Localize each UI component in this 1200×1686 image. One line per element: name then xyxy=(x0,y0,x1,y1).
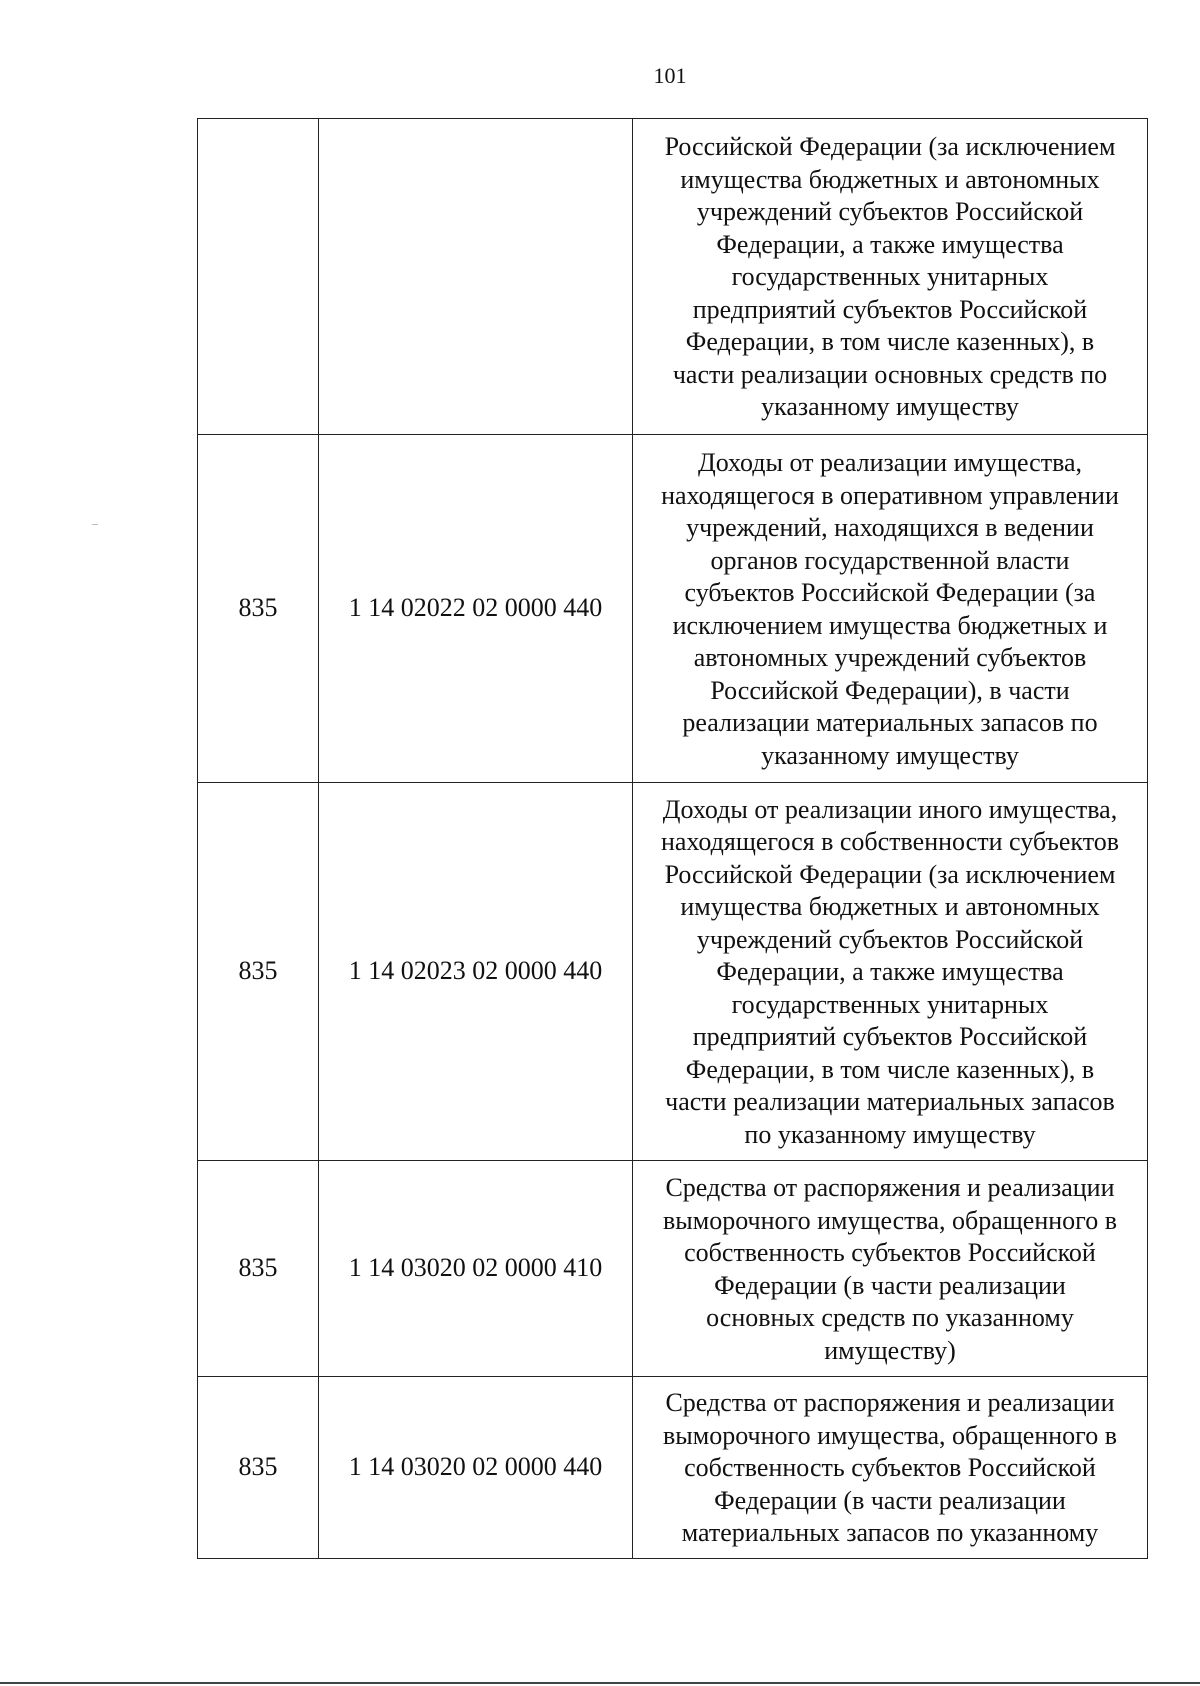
budget-code-cell: 1 14 02023 02 0000 440 xyxy=(319,783,633,1161)
text-line: находящегося в собственности субъектов xyxy=(660,827,1120,857)
text-line: собственность субъектов Российской xyxy=(684,1238,1096,1267)
text-line: Российской Федерации (за исключением xyxy=(664,859,1116,889)
text-line: учреждений субъектов Российской xyxy=(696,197,1084,227)
text-line: предприятий субъектов Российской xyxy=(692,294,1088,324)
text-line: Федерации, а также имущества xyxy=(716,957,1064,987)
text-line: Доходы от реализации иного имущества, xyxy=(662,794,1118,824)
budget-code-cell: 1 14 03020 02 0000 410 xyxy=(319,1161,633,1377)
text-line: находящегося в оперативном управлении xyxy=(661,480,1119,510)
text-line: Федерации (в части реализации xyxy=(714,1270,1066,1300)
text-line: реализации материальных запасов по xyxy=(682,708,1098,737)
text-line: основных средств по указанному xyxy=(706,1303,1074,1332)
table-row xyxy=(198,1161,1148,1377)
text-line: государственных унитарных xyxy=(731,262,1049,292)
text-line: собственность субъектов Российской xyxy=(684,1453,1096,1482)
text-line: Средства от распоряжения и реализации xyxy=(665,1173,1115,1202)
text-line: части реализации основных средств по xyxy=(672,359,1108,389)
text-line: субъектов Российской Федерации (за xyxy=(684,578,1096,607)
text-line: Федерации (в части реализации xyxy=(714,1485,1066,1515)
text-line: исключением имущества бюджетных и xyxy=(672,610,1108,640)
admin-code-cell: 835 xyxy=(198,1377,319,1559)
page-number: 101 xyxy=(653,63,687,88)
text-line: органов государственной власти xyxy=(710,545,1070,575)
revenue-name-cell xyxy=(633,1377,1148,1559)
scan-speck xyxy=(92,524,98,525)
text-line: автономных учреждений субъектов xyxy=(693,643,1087,672)
text-line: учреждений, находящихся в ведении xyxy=(686,513,1094,542)
table-row xyxy=(198,783,1148,1161)
admin-code-cell: 835 xyxy=(198,435,319,783)
text-line: имущества бюджетных и автономных xyxy=(680,892,1100,922)
text-line: указанному имуществу xyxy=(761,392,1019,422)
text-line: имущества бюджетных и автономных xyxy=(680,164,1100,194)
table-row xyxy=(198,1377,1148,1559)
text-line: Федерации, а также имущества xyxy=(716,229,1064,259)
text-line: Федерации, в том числе казенных), в xyxy=(685,1054,1095,1084)
text-line: Средства от распоряжения и реализации xyxy=(665,1388,1115,1417)
text-line: материальных запасов по указанному xyxy=(681,1518,1099,1547)
revenue-name-cell xyxy=(633,119,1148,435)
scan-edge-line xyxy=(0,1682,1200,1684)
text-line: Доходы от реализации имущества, xyxy=(697,448,1083,477)
table-row xyxy=(198,119,1148,435)
admin-code-cell: 835 xyxy=(198,783,319,1161)
text-line: указанному имуществу xyxy=(761,740,1019,770)
text-line: учреждений субъектов Российской xyxy=(696,924,1084,954)
revenue-name-cell xyxy=(633,783,1148,1161)
text-line: предприятий субъектов Российской xyxy=(692,1022,1088,1052)
budget-code-cell xyxy=(319,119,633,435)
text-line: выморочного имущества, обращенного в xyxy=(663,1420,1117,1450)
text-line: Российской Федерации), в части xyxy=(710,675,1070,705)
text-line: выморочного имущества, обращенного в xyxy=(663,1205,1117,1235)
text-line: имуществу) xyxy=(824,1335,956,1365)
text-line: по указанному имуществу xyxy=(744,1119,1036,1149)
admin-code-cell: 835 xyxy=(198,1161,319,1377)
text-line: государственных унитарных xyxy=(731,989,1049,1019)
admin-code-cell xyxy=(198,119,319,435)
revenue-code-table xyxy=(197,118,1148,1559)
budget-code-cell: 1 14 02022 02 0000 440 xyxy=(319,435,633,783)
text-line: части реализации материальных запасов xyxy=(665,1087,1115,1117)
table-row xyxy=(198,435,1148,783)
text-line: Российской Федерации (за исключением xyxy=(664,132,1116,162)
revenue-name-cell xyxy=(633,1161,1148,1377)
revenue-name-cell xyxy=(633,435,1148,783)
budget-code-cell: 1 14 03020 02 0000 440 xyxy=(319,1377,633,1559)
text-line: Федерации, в том числе казенных), в xyxy=(685,327,1095,357)
